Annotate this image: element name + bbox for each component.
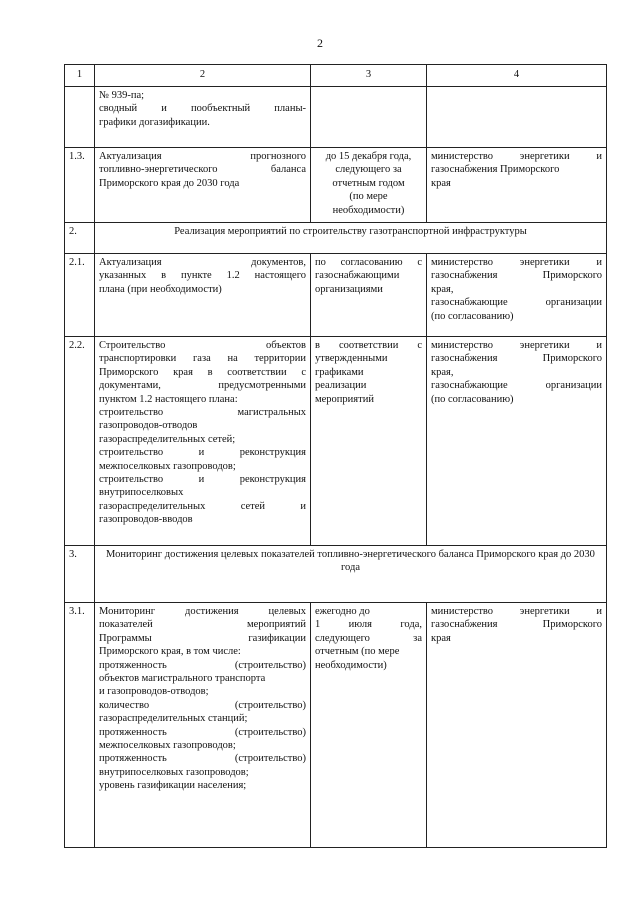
cell-line: протяженность (строительство) (99, 726, 306, 738)
table-row (65, 148, 607, 223)
cell-line: строительство магистральных (99, 407, 306, 419)
cell-line: и газопроводов-отводов; (99, 686, 209, 698)
cell-line: Приморского края в соответствии с (99, 366, 306, 378)
deadline-cell (311, 337, 427, 546)
cell-line: министерство энергетики и (431, 606, 602, 617)
cell-line: отчетным (по мере (315, 646, 400, 658)
cell-line: необходимости) (315, 659, 387, 671)
header-cell-4: 4 (427, 65, 607, 87)
table-row (65, 337, 607, 546)
cell-line: в соответствии с (315, 340, 422, 351)
cell-line: края (431, 632, 451, 644)
activity-cell (95, 337, 311, 546)
cell-line: (по согласованию) (431, 310, 514, 322)
cell-line: до 15 декабря года, (325, 151, 412, 162)
activity-cell (95, 87, 311, 148)
cell-line: объектов магистрального транспорта (99, 673, 266, 685)
responsible-cell (427, 254, 607, 337)
table-row (65, 603, 607, 848)
cell-line: (по согласованию) (431, 393, 514, 405)
header-cell-3: 3 (311, 65, 427, 87)
section-row (65, 546, 607, 603)
cell-line: внутрипоселковых (99, 487, 184, 499)
cell-line: министерство энергетики и (431, 151, 602, 162)
cell-line: газоснабжения Приморского (431, 619, 602, 631)
cell-line: документами, предусмотренными (99, 380, 306, 392)
cell-line: графиками (315, 366, 364, 378)
row-number (65, 87, 95, 148)
row-number: 2. (65, 223, 95, 254)
cell-line: газораспределительных сетей; (99, 433, 236, 445)
cell-line: ежегодно до (315, 606, 370, 617)
cell-line: графики догазификации. (99, 116, 210, 128)
cell-line: № 939-па; (99, 90, 145, 101)
cell-line: количество (строительство) (99, 699, 306, 711)
cell-line: строительство и реконструкция (99, 447, 306, 459)
cell-line: Программы газификации (99, 632, 306, 644)
table-row (65, 254, 607, 337)
cell-line: транспортировки газа на территории (99, 353, 306, 365)
header-cell-1: 1 (65, 65, 95, 87)
cell-line: утвержденными (315, 353, 388, 365)
responsible-cell (427, 337, 607, 546)
cell-line: газопроводов-отводов (99, 420, 198, 432)
section-title: Мониторинг достижения целевых показателей топливно-энергетического баланса Приморского края до 2030 года (95, 546, 607, 603)
activity-cell (95, 148, 311, 223)
row-number: 1.3. (65, 148, 95, 223)
activity-cell (95, 254, 311, 337)
cell-line: Актуализация прогнозного (99, 151, 306, 162)
cell-line: Приморского края до 2030 года (99, 177, 240, 189)
cell-line: отчетным годом (332, 177, 405, 189)
responsible-cell (427, 603, 607, 848)
cell-line: газопроводов-вводов (99, 514, 193, 526)
cell-line: Актуализация документов, (99, 257, 306, 268)
deadline-cell (311, 254, 427, 337)
cell-line: Приморского края, в том числе: (99, 646, 241, 658)
deadline-cell (311, 148, 427, 223)
deadline-cell (311, 603, 427, 848)
cell-line: газоснабжения Приморского (431, 353, 602, 365)
cell-line: министерство энергетики и (431, 340, 602, 351)
row-number: 2.1. (65, 254, 95, 337)
cell-line: строительство и реконструкция (99, 474, 306, 486)
page-number: 2 (317, 36, 323, 50)
cell-line: межпоселковых газопроводов; (99, 740, 236, 752)
cell-line: Строительство объектов (99, 340, 306, 351)
cell-line: газоснабжения Приморского (431, 164, 560, 176)
cell-line: пунктом 1.2 настоящего плана: (99, 393, 238, 405)
cell-line: протяженность (строительство) (99, 659, 306, 671)
section-title: Реализация мероприятий по строительству газотранспортной инфраструктуры (95, 223, 607, 254)
row-number: 3. (65, 546, 95, 603)
deadline-cell (311, 87, 427, 148)
cell-line: газоснабжения Приморского (431, 270, 602, 282)
cell-line: уровень газификации населения; (99, 780, 247, 792)
responsible-cell (427, 148, 607, 223)
cell-line: края (431, 177, 451, 189)
cell-line: Мониторинг достижения целевых (99, 606, 306, 617)
cell-line: внутрипоселковых газопроводов; (99, 766, 249, 778)
table-row (65, 87, 607, 148)
cell-line: указанных в пункте 1.2 настоящего (99, 270, 306, 282)
cell-line: необходимости) (332, 204, 405, 216)
cell-line: газоснабжающие организации (431, 380, 602, 392)
cell-line: (по мере (349, 191, 388, 203)
cell-line: газораспределительных станций; (99, 713, 248, 725)
responsible-cell (427, 87, 607, 148)
cell-line: края, (431, 283, 454, 295)
cell-line: плана (при необходимости) (99, 283, 222, 295)
section-row (65, 223, 607, 254)
header-cell-2: 2 (95, 65, 311, 87)
cell-line: реализации (315, 380, 367, 392)
cell-line: показателей мероприятий (99, 619, 306, 631)
cell-line: мероприятий (315, 393, 374, 405)
cell-line: министерство энергетики и (431, 257, 602, 268)
cell-line: протяженность (строительство) (99, 753, 306, 765)
plan-table-body (65, 65, 607, 848)
row-number: 2.2. (65, 337, 95, 546)
header-row (65, 65, 607, 87)
cell-line: следующего за (315, 632, 422, 644)
cell-line: сводный и пообъектный планы- (99, 103, 306, 115)
activity-cell (95, 603, 311, 848)
cell-line: по согласованию с (315, 257, 422, 268)
row-number: 3.1. (65, 603, 95, 848)
cell-line: газоснабжающими (315, 270, 400, 282)
cell-line: топливно-энергетического баланса (99, 164, 306, 176)
cell-line: следующего за (335, 164, 402, 176)
cell-line: 1 июля года, (315, 619, 422, 631)
cell-line: межпоселковых газопроводов; (99, 460, 236, 472)
plan-table (64, 64, 607, 848)
cell-line: газоснабжающие организации (431, 297, 602, 309)
cell-line: организациями (315, 283, 383, 295)
cell-line: края, (431, 366, 454, 378)
cell-line: газораспределительных сетей и (99, 500, 306, 512)
